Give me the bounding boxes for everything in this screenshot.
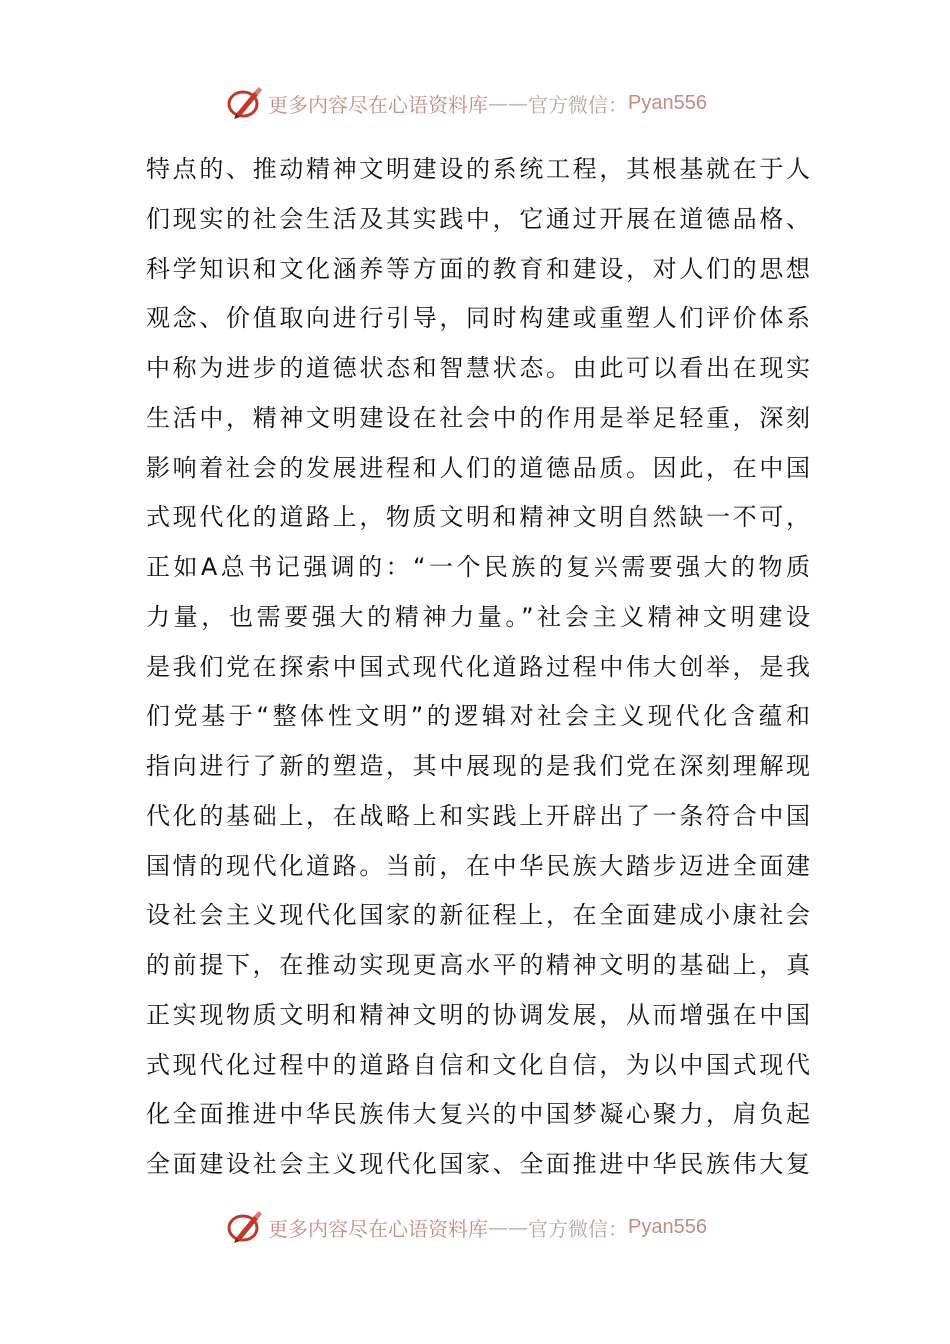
text-line: 式现代化过程中的道路自信和文化自信，为以中国式现代 (146, 1050, 810, 1079)
footer-banner (226, 1206, 707, 1248)
text-line: 正如A总书记强调的：“一个民族的复兴需要强大的物质 (146, 553, 810, 581)
text-line: 指向进行了新的塑造，其中展现的是我们党在深刻理解现 (146, 752, 810, 780)
header-banner (226, 82, 707, 124)
text-line: 正实现物质文明和精神文明的协调发展，从而增强在中国 (146, 1000, 810, 1029)
text-line: 们现实的社会生活及其实践中，它通过开展在道德品格、 (146, 204, 810, 233)
text-line: 观念、价值取向进行引导，同时构建或重塑人们评价体系 (146, 304, 810, 333)
text-line: 科学知识和文化涵养等方面的教育和建设，对人们的思想 (146, 254, 810, 283)
text-line: 设社会主义现代化国家的新征程上，在全面建成小康社会 (146, 901, 810, 930)
text-line: 全面建设社会主义现代化国家、全面推进中华民族伟大复 (146, 1150, 810, 1178)
banner-wechat-id: Pyan556 (628, 91, 707, 114)
text-line: 特点的、推动精神文明建设的系统工程，其根基就在于人 (146, 155, 810, 183)
banner-dash: —— (488, 91, 528, 115)
text-line: 国情的现代化道路。当前，在中华民族大踏步迈进全面建 (146, 851, 810, 880)
banner-wechat-id: Pyan556 (628, 1215, 707, 1238)
text-line: 影响着社会的发展进程和人们的道德品质。因此，在中国 (146, 453, 810, 482)
body-paragraph (146, 145, 810, 1190)
text-line: 式现代化的道路上，物质文明和精神文明自然缺一不可， (146, 503, 810, 532)
text-line: 中称为进步的道德状态和智慧状态。由此可以看出在现实 (146, 354, 810, 382)
pen-logo-icon (226, 1208, 264, 1246)
text-line: 化全面推进中华民族伟大复兴的中国梦凝心聚力，肩负起 (146, 1100, 810, 1129)
text-line: 代化的基础上，在战略上和实践上开辟出了一条符合中国 (146, 801, 810, 830)
banner-sub-text: 官方微信： (528, 92, 628, 117)
banner-dash: —— (488, 1215, 528, 1239)
text-line: 生活中，精神文明建设在社会中的作用是举足轻重，深刻 (146, 403, 810, 432)
text-line: 是我们党在探索中国式现代化道路过程中伟大创举，是我 (146, 652, 810, 681)
text-line: 力量，也需要强大的精神力量。”社会主义精神文明建设 (146, 602, 810, 631)
text-line: 们党基于“整体性文明”的逻辑对社会主义现代化含蕴和 (146, 702, 810, 731)
banner-main-text: 更多内容尽在心语资料库 (268, 92, 488, 117)
text-line: 的前提下，在推动实现更高水平的精神文明的基础上，真 (146, 951, 810, 979)
banner-sub-text: 官方微信： (528, 1216, 628, 1241)
pen-logo-icon (226, 84, 264, 122)
banner-main-text: 更多内容尽在心语资料库 (268, 1216, 488, 1241)
